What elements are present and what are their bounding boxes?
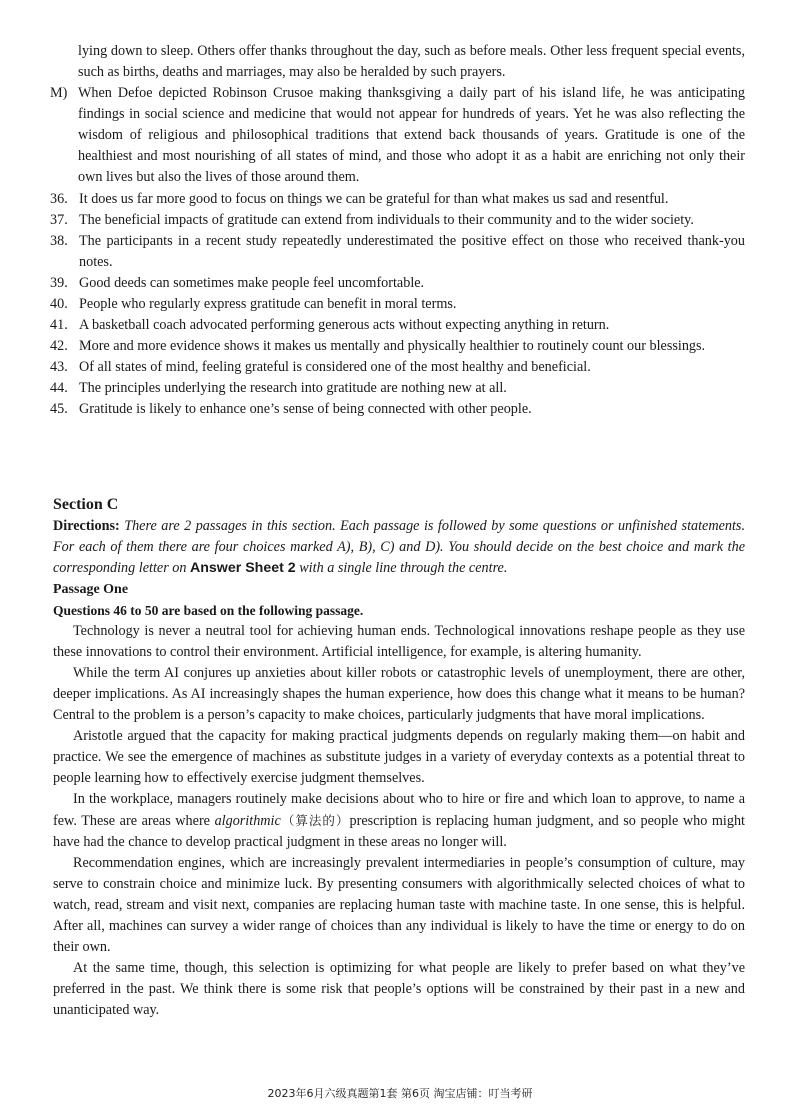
statement-text: Gratitude is likely to enhance one’s sense of being connected with other people.: [79, 401, 532, 417]
statements-list: [50, 189, 745, 420]
page-footer: 2023年6月六级真题第1套 第6页 淘宝店铺：叮当考研: [267, 1087, 533, 1100]
directions-text: There are 2 passages in this section. Each passage is followed by some questions or unfinished statements. For each of them there are four choices marked A), B), C) and D). You should decide on the best choice and mark the corresponding letter on: [53, 518, 745, 576]
directions-label: Directions:: [53, 518, 120, 534]
statement-number: 41.: [50, 317, 68, 333]
statement-number: 42.: [50, 338, 68, 354]
statement-text: Good deeds can sometimes make people feel uncomfortable.: [79, 275, 425, 291]
statement-number: 36.: [50, 191, 68, 207]
statement-text: Of all states of mind, feeling grateful is considered one of the most healthy and beneficial.: [79, 359, 591, 375]
italic-term: algorithmic: [214, 813, 281, 829]
questions-note: Questions 46 to 50 are based on the following passage.: [53, 603, 364, 618]
passage-title: Passage One: [53, 582, 129, 597]
passage-paragraph: [53, 789, 745, 853]
statement-number: 39.: [50, 275, 68, 291]
paragraph-text: In the workplace, managers routinely make decisions about who to hire or fire and which loan to approve, to name a few. These are areas where: [53, 791, 745, 829]
statement-number: 45.: [50, 401, 68, 417]
statement-text: The participants in a recent study repeatedly underestimated the positive effect on those who received thank-you notes.: [79, 233, 745, 270]
statement-text: People who regularly express gratitude can benefit in moral terms.: [79, 296, 457, 312]
paragraph-text: prescription is replacing human judgment, and so people who might have had the chance to develop practical judgment in these areas no longer will.: [53, 813, 745, 850]
statement-40: [50, 294, 745, 315]
statement-number: 44.: [50, 380, 68, 396]
paragraph-m-body: [50, 83, 745, 188]
statement-text: The beneficial impacts of gratitude can extend from individuals to their community and to the wider society.: [79, 212, 694, 228]
chinese-gloss: （算法的）: [280, 813, 350, 828]
statement-number: 40.: [50, 296, 68, 312]
directions-text-end: with a single line through the centre.: [295, 560, 508, 576]
continuation-text: lying down to sleep. Others offer thanks throughout the day, such as before meals. Other less frequent special events, such as births, deaths and marriages, may also be heralded by such prayers.: [78, 43, 745, 80]
section-c: [53, 494, 745, 1021]
statement-42: [50, 336, 745, 357]
statement-45: [50, 399, 745, 420]
passage-paragraph: Aristotle argued that the capacity for making practical judgments depends on regularly making them—on habit and practice. We see the emergence of machines as substitute judges in a variety of everyday contexts as a potential threat to people learning how to effectively exercise judgment themselves.: [53, 728, 745, 786]
statement-44: [50, 378, 745, 399]
section-title: Section C: [53, 496, 119, 513]
statement-39: [50, 273, 745, 294]
statement-36: [50, 189, 745, 210]
paragraph-m-label: M): [50, 85, 68, 101]
passage-paragraph: Recommendation engines, which are increasingly prevalent intermediaries in people’s consumption of culture, may serve to constrain choice and minimize luck. By presenting consumers with algorithmically selected choices of what to watch, read, stream and visit next, companies are replacing human taste with machine taste. In one sense, this is helpful. After all, machines can survey a wider range of choices than any individual is likely to have the time or energy to do on their own.: [53, 855, 745, 955]
statement-number: 38.: [50, 233, 68, 249]
answer-sheet-label: Answer Sheet 2: [190, 560, 296, 576]
passage-paragraph: At the same time, though, this selection is optimizing for what people are likely to prefer based on what they’ve preferred in the past. We think there is some risk that people’s options will be constrained by their past in a new and unanticipated way.: [53, 960, 745, 1018]
statement-text: It does us far more good to focus on things we can be grateful for than what makes us sad and resentful.: [79, 191, 669, 207]
paragraph-m: [50, 83, 745, 188]
paragraph-l-continuation: [78, 41, 745, 83]
statement-41: [50, 315, 745, 336]
passage-paragraph: Technology is never a neutral tool for achieving human ends. Technological innovations reshape people as they use these innovations to control their environment. Artificial intelligence, for example, is altering humanity.: [53, 623, 745, 660]
directions: [53, 516, 745, 579]
statement-number: 43.: [50, 359, 68, 375]
statement-text: More and more evidence shows it makes us mentally and physically healthier to routinely count our blessings.: [79, 338, 706, 354]
passage-paragraph: While the term AI conjures up anxieties about killer robots or catastrophic levels of unemployment, there are other, deeper implications. As AI increasingly shapes the human experience, how does this change what it means to be human? Central to the problem is a person’s capacity to make choices, particularly judgments that have moral implications.: [53, 665, 745, 723]
paragraph-m-text: When Defoe depicted Robinson Crusoe making thanksgiving a daily part of his island life, he was anticipating findings in social science and medicine that would not appear for hundreds of years. Yet he was also reflecting the wisdom of religious and philosophical traditions that extend back thousands of years. Gratitude is one of the healthiest and most nourishing of all states of mind, and those who adopt it as a habit are enriching not only their own lives but also the lives of those around them.: [78, 85, 745, 185]
statement-text: A basketball coach advocated performing generous acts without expecting anything in return.: [79, 317, 610, 333]
statement-43: [50, 357, 745, 378]
statement-text: The principles underlying the research into gratitude are nothing new at all.: [79, 380, 507, 396]
statement-37: [50, 210, 745, 231]
statement-38: [50, 231, 745, 273]
statement-number: 37.: [50, 212, 68, 228]
